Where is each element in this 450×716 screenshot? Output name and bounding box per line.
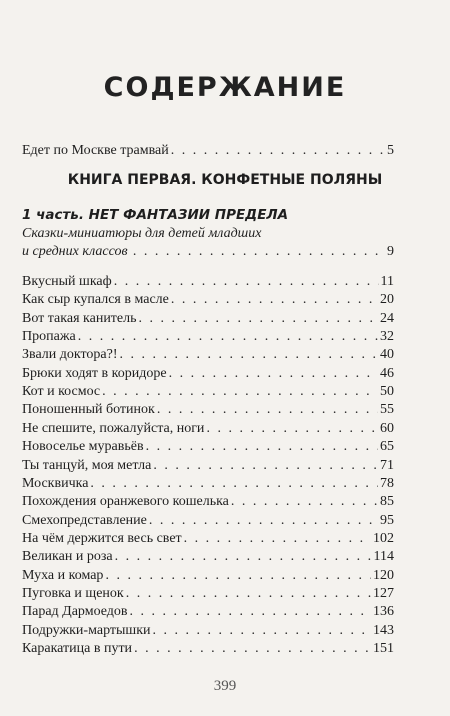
dot-leader [105, 567, 371, 584]
toc-entry-page: 102 [373, 530, 394, 546]
toc-entry-page: 151 [373, 641, 394, 656]
toc-entry-title: Не спешите, пожалуйста, ноги [22, 420, 205, 436]
toc-entry-page: 11 [380, 274, 394, 289]
part-title: 1 часть. НЕТ ФАНТАЗИИ ПРЕДЕЛА [22, 207, 289, 223]
toc-entry [22, 365, 394, 382]
toc-entry-page: 24 [380, 310, 394, 326]
toc-entry-title: Ты танцуй, моя метла [22, 457, 152, 473]
toc-entry-title: Подружки-мартышки [22, 622, 151, 638]
part-page: 9 [387, 244, 394, 259]
toc-entry-title: Брюки ходят в коридоре [22, 365, 167, 381]
toc-entry-page: 71 [380, 457, 394, 473]
toc-entry-page: 78 [380, 475, 394, 491]
dot-leader [231, 493, 378, 510]
toc-entry [22, 328, 394, 345]
dot-leader [126, 585, 371, 602]
toc-entry [22, 383, 394, 400]
toc-entry [22, 622, 394, 639]
toc-entry-page: 32 [380, 329, 394, 345]
toc-entry [22, 457, 394, 474]
page-title: СОДЕРЖАНИЕ [103, 72, 347, 103]
dot-leader [115, 548, 372, 565]
toc-entry [22, 585, 394, 602]
toc-entry-title: Новоселье муравьёв [22, 439, 144, 455]
dot-leader [90, 475, 378, 492]
toc-entry [22, 273, 394, 290]
toc-entry [22, 401, 394, 418]
toc-entry-page: 136 [373, 604, 394, 620]
toc-entry-page: 85 [380, 494, 394, 510]
toc-entry-page: 55 [380, 402, 394, 418]
dot-leader [102, 383, 378, 400]
dot-leader [78, 328, 378, 345]
dot-leader [114, 273, 379, 290]
toc-entry-title: Поношенный ботинок [22, 402, 155, 418]
toc-entry [22, 567, 394, 584]
toc-entry [22, 346, 394, 363]
toc-entry [22, 530, 394, 547]
toc-entry [22, 493, 394, 510]
toc-entry-title: Похождения оранжевого кошелька [22, 494, 229, 510]
toc-entry-page: 65 [380, 439, 394, 455]
dot-leader [149, 512, 378, 529]
toc-entry-page: 95 [380, 512, 394, 528]
toc-entry-page: 5 [387, 143, 394, 158]
dot-leader [157, 401, 378, 418]
toc-entry-title: Пуговка и щенок [22, 585, 124, 601]
dot-leader [171, 291, 378, 308]
dot-leader [206, 420, 378, 437]
toc-entry [22, 603, 394, 620]
dot-leader [146, 438, 378, 455]
toc-entry-title: Каракатица в пути [22, 641, 133, 656]
toc-entry-page: 40 [380, 347, 394, 363]
dot-leader [139, 310, 378, 327]
toc-entry [22, 475, 394, 492]
part-page-row [22, 243, 394, 260]
toc-entry-page: 114 [373, 549, 394, 565]
toc-entry-title: Едет по Москве трамвай [22, 143, 169, 158]
toc-entry-page: 127 [373, 585, 394, 601]
part-subtitle-line: Сказки-миниатюры для детей младших [22, 226, 262, 241]
dot-leader [169, 365, 378, 382]
toc-entry-title: Вкусный шкаф [22, 274, 112, 289]
page-number: 399 [213, 678, 237, 694]
dot-leader [152, 622, 371, 639]
dot-leader [120, 346, 378, 363]
toc-entry [22, 291, 394, 308]
toc-entry-title: Звали доктора?! [22, 347, 118, 363]
toc-entry-page: 120 [373, 567, 394, 583]
toc-entry-title: Великан и роза [22, 549, 113, 565]
book-title: КНИГА ПЕРВАЯ. КОНФЕТНЫЕ ПОЛЯНЫ [67, 172, 383, 188]
dot-leader [153, 457, 378, 474]
toc-entry-intro [22, 142, 394, 159]
toc-entry [22, 512, 394, 529]
part-subtitle-line: и средних классов [22, 244, 128, 259]
toc-entry-title: Как сыр купался в масле [22, 292, 169, 308]
toc-entry-title: На чём держится весь свет [22, 530, 182, 546]
toc-entry-page: 46 [380, 365, 394, 381]
toc-entry-title: Вот такая канитель [22, 310, 137, 326]
toc-entry-title: Парад Дармоедов [22, 604, 128, 620]
toc-entry-page: 20 [380, 292, 394, 308]
toc-entry [22, 420, 394, 437]
toc-entry [22, 548, 394, 565]
toc-entry [22, 310, 394, 327]
dot-leader [184, 530, 371, 547]
toc-entry [22, 438, 394, 455]
toc-entry-title: Пропажа [22, 329, 76, 345]
toc-entry-page: 143 [373, 622, 394, 638]
toc-entry-title: Москвичка [22, 475, 89, 491]
dot-leader [134, 640, 371, 657]
toc-entry [22, 640, 394, 657]
toc-entry-page: 60 [380, 420, 394, 436]
dot-leader [130, 603, 371, 620]
toc-entry-title: Муха и комар [22, 567, 104, 583]
toc-entry-title: Кот и космос [22, 384, 101, 400]
toc-entry-page: 50 [380, 384, 394, 400]
dot-leader [133, 243, 385, 260]
toc-entry-title: Смехопредставление [22, 512, 147, 528]
dot-leader [171, 142, 385, 159]
